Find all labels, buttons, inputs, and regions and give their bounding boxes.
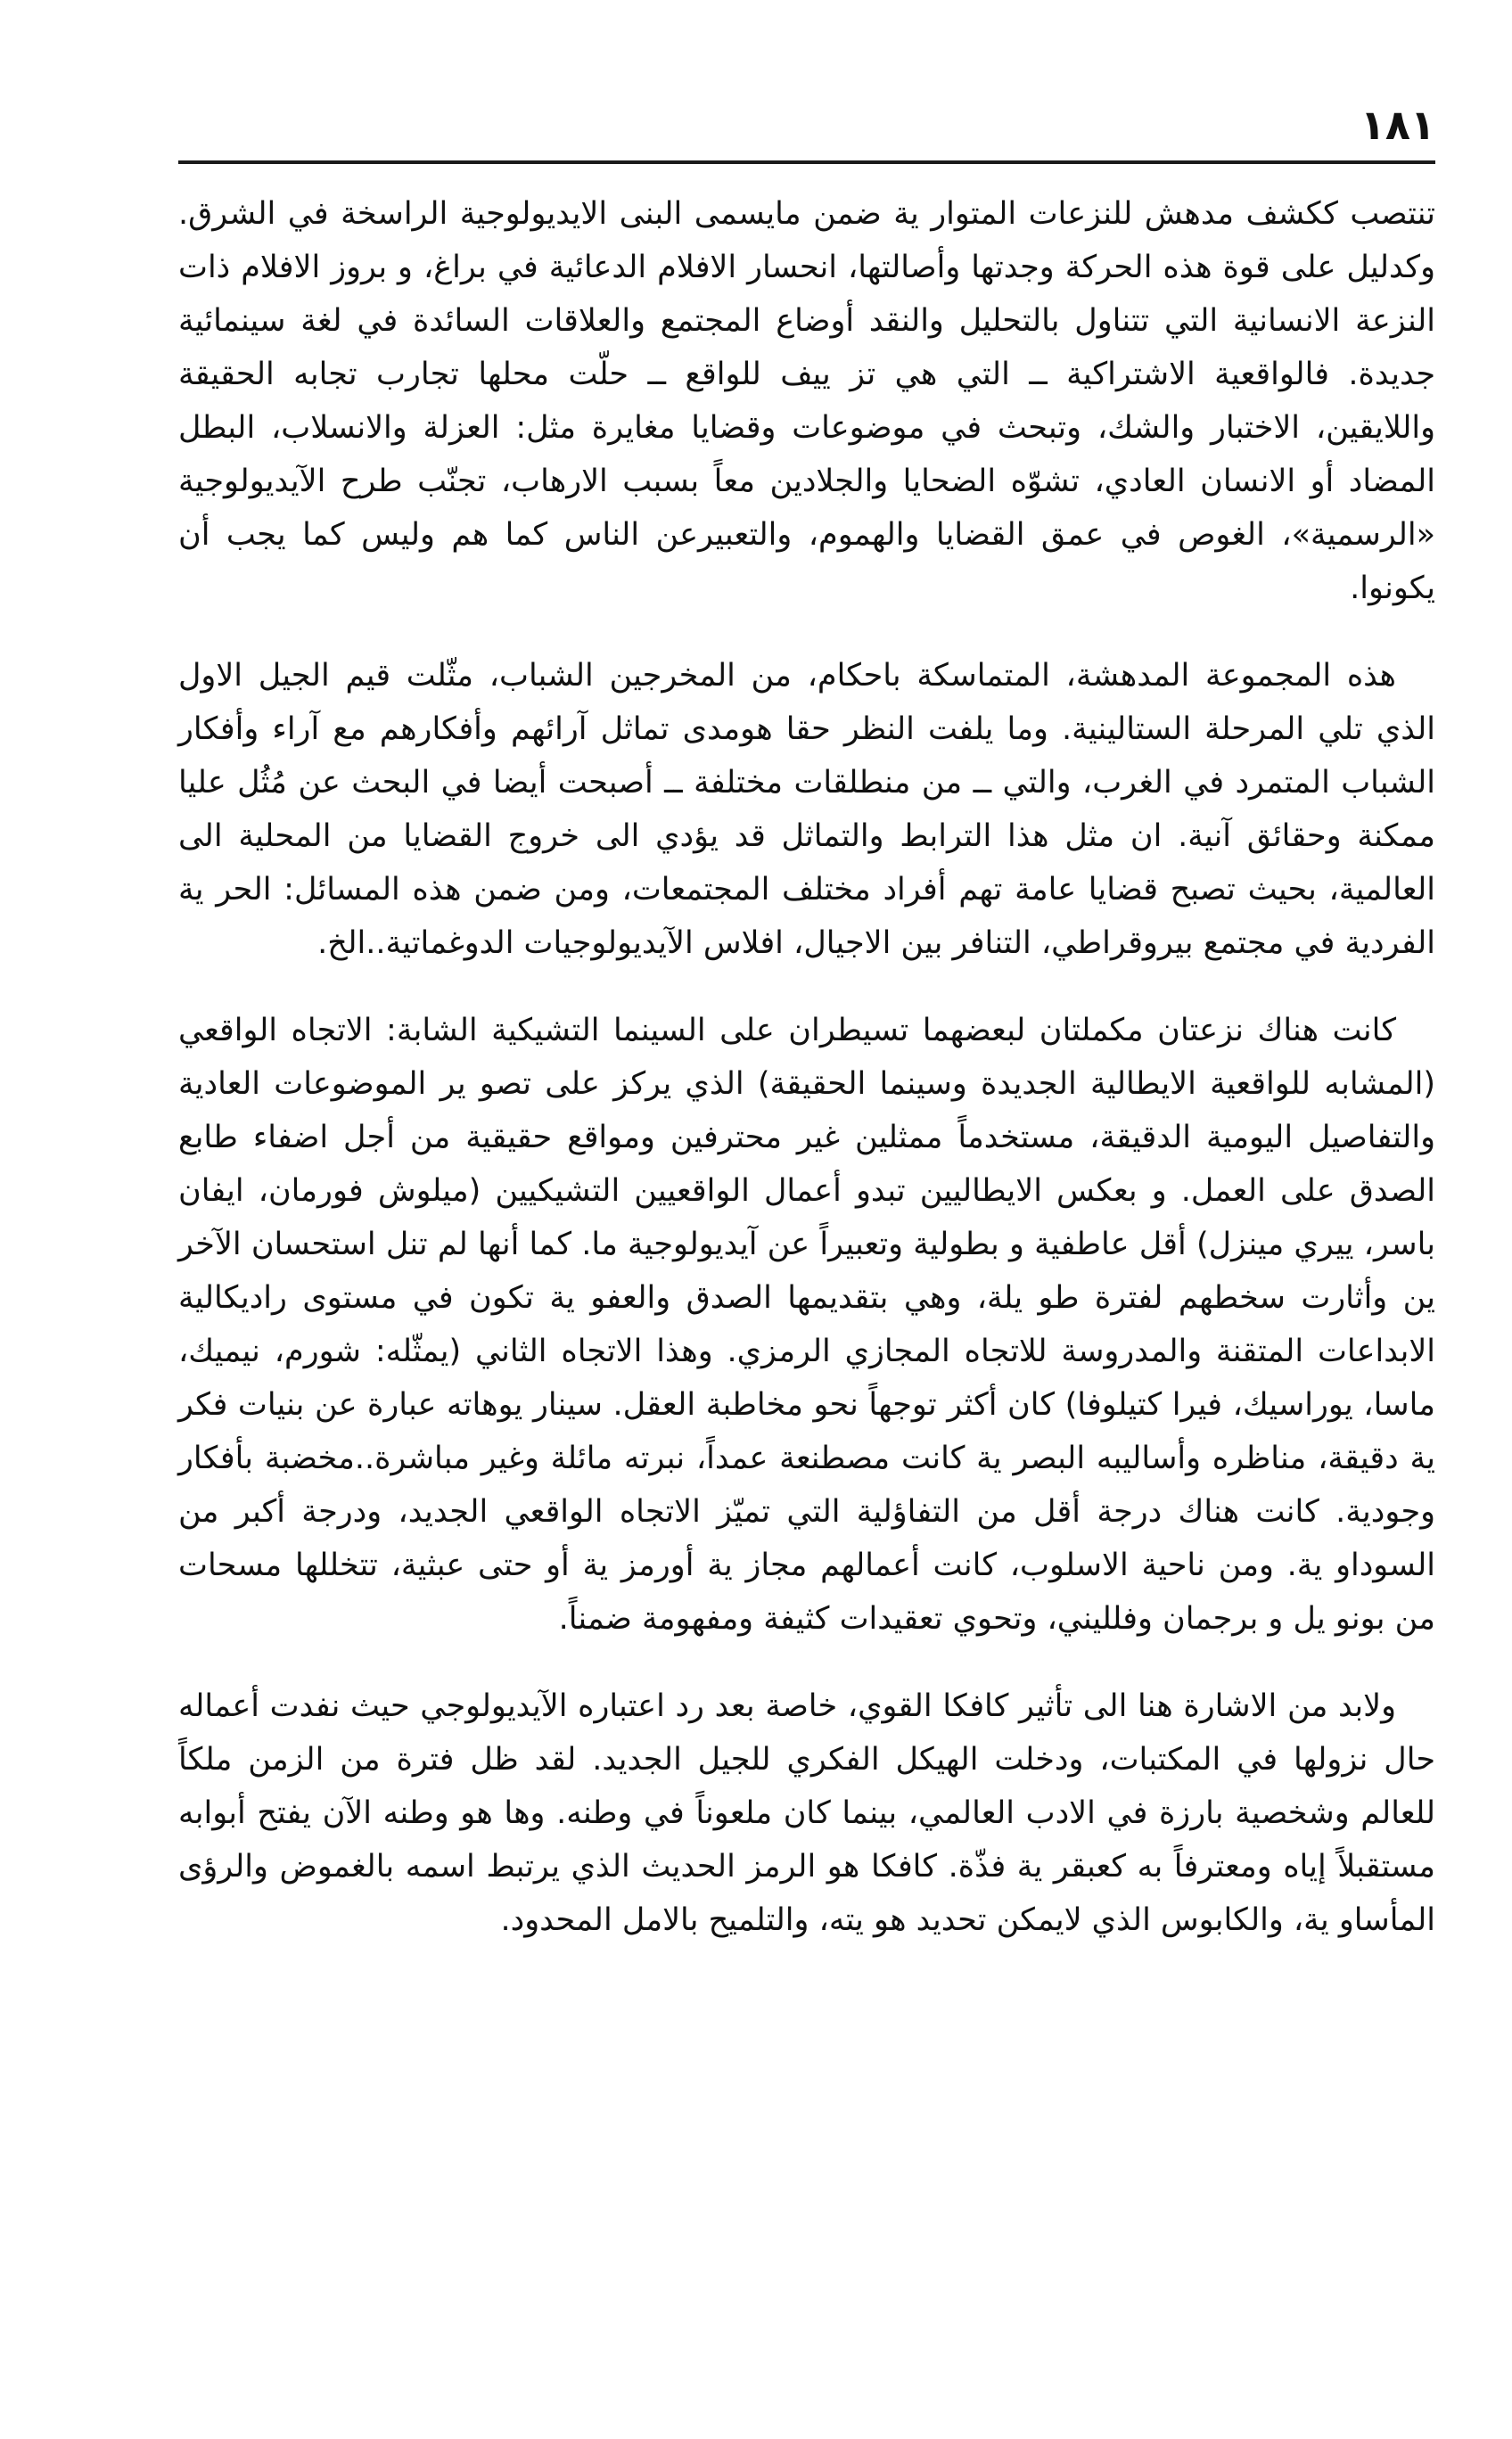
- paragraph: هذه المجموعة المدهشة، المتماسكة باحكام، من المخرجين الشباب، مثّلت قيم الجيل الاول الذي تلي المرحلة الستالينية. وما يلفت النظر حقا هومدى تماثل آرائهم وأفكارهم مع آراء وأفكار الشباب المتمرد في الغرب، والتي ــ من منطلقات مختلفة ــ أصبحت أيضا في البحث عن مُثُل عليا ممكنة وحقائق آنية. ان مثل هذا الترابط والتماثل قد يؤدي الى خروج القضايا من المحلية الى العالمية، بحيث تصبح قضايا عامة تهم أفراد مختلف المجتمعات، ومن ضمن هذه المسائل: الحر ية الفردية في مجتمع بيروقراطي، التنافر بين الاجيال، افلاس الآيديولوجيات الدوغماتية..الخ.: [178, 658, 1435, 961]
- page-number: ١٨١: [1360, 101, 1435, 149]
- paragraph: ولابد من الاشارة هنا الى تأثير كافكا القوي، خاصة بعد رد اعتباره الآيديولوجي حيث نفدت أعماله حال نزولها في المكتبات، ودخلت الهيكل الفكري للجيل الجديد. لقد ظل فترة من الزمن ملكاً للعالم وشخصية بارزة في الادب العالمي، بينما كان ملعوناً في وطنه. وها هو وطنه الآن يفتح أبوابه مستقبلاً إياه ومعترفاً به كعبقر ية فذّة. كافكا هو الرمز الحديث الذي يرتبط اسمه بالغموض والرؤى المأساو ية، والكابوس الذي لايمكن تحديد هو يته، والتلميح بالامل المحدود.: [178, 1688, 1435, 1938]
- body-text: [178, 187, 1435, 1981]
- paragraph: تنتصب ككشف مدهش للنزعات المتوار ية ضمن مايسمى البنى الايديولوجية الراسخة في الشرق. وكدليل على قوة هذه الحركة وجدتها وأصالتها، انحسار الافلام الدعائية في براغ، و بروز الافلام ذات النزعة الانسانية التي تتناول بالتحليل والنقد أوضاع المجتمع والعلاقات السائدة في لغة سينمائية جديدة. فالواقعية الاشتراكية ــ التي هي تز ييف للواقع ــ حلّت محلها تجارب تجابه الحقيقة واللايقين، الاختبار والشك، وتبحث في موضوعات وقضايا مغايرة مثل: العزلة والانسلاب، البطل المضاد أو الانسان العادي، تشوّه الضحايا والجلادين معاً بسبب الارهاب، تجنّب طرح الآيديولوجية «الرسمية»، الغوص في عمق القضايا والهموم، والتعبيرعن الناس كما هم وليس كما يجب أن يكونوا.: [178, 196, 1435, 606]
- page-header: [178, 98, 1435, 160]
- header-rule: [178, 160, 1435, 164]
- paragraph: كانت هناك نزعتان مكملتان لبعضهما تسيطران على السينما التشيكية الشابة: الاتجاه الواقعي (المشابه للواقعية الايطالية الجديدة وسينما الحقيقة) الذي يركز على تصو ير الموضوعات العادية والتفاصيل اليومية الدقيقة، مستخدماً ممثلين غير محترفين ومواقع حقيقية من أجل اضفاء طابع الصدق على العمل. و بعكس الايطاليين تبدو أعمال الواقعيين التشيكيين (ميلوش فورمان، ايفان باسر، ييري مينزل) أقل عاطفية و بطولية وتعبيراً عن آيديولوجية ما. كما أنها لم تنل استحسان الآخر ين وأثارت سخطهم لفترة طو يلة، وهي بتقديمها الصدق والعفو ية تكون في مستوى راديكالية الابداعات المتقنة والمدروسة للاتجاه المجازي الرمزي. وهذا الاتجاه الثاني (يمثّله: شورم، نيميك، ماسا، يوراسيك، فيرا كتيلوفا) كان أكثر توجهاً نحو مخاطبة العقل. سينار يوهاته عبارة عن بنيات فكر ية دقيقة، مناظره وأساليبه البصر ية كانت مصطنعة عمداً، نبرته مائلة وغير مباشرة..مخضبة بأفكار وجودية. كانت هناك درجة أقل من التفاؤلية التي تميّز الاتجاه الواقعي الجديد، ودرجة أكبر من السوداو ية. ومن ناحية الاسلوب، كانت أعمالهم مجاز ية أورمز ية أو حتى عبثية، تتخللها مسحات من بونو يل و برجمان وفلليني، وتحوي تعقيدات كثيفة ومفهومة ضمناً.: [178, 1013, 1435, 1637]
